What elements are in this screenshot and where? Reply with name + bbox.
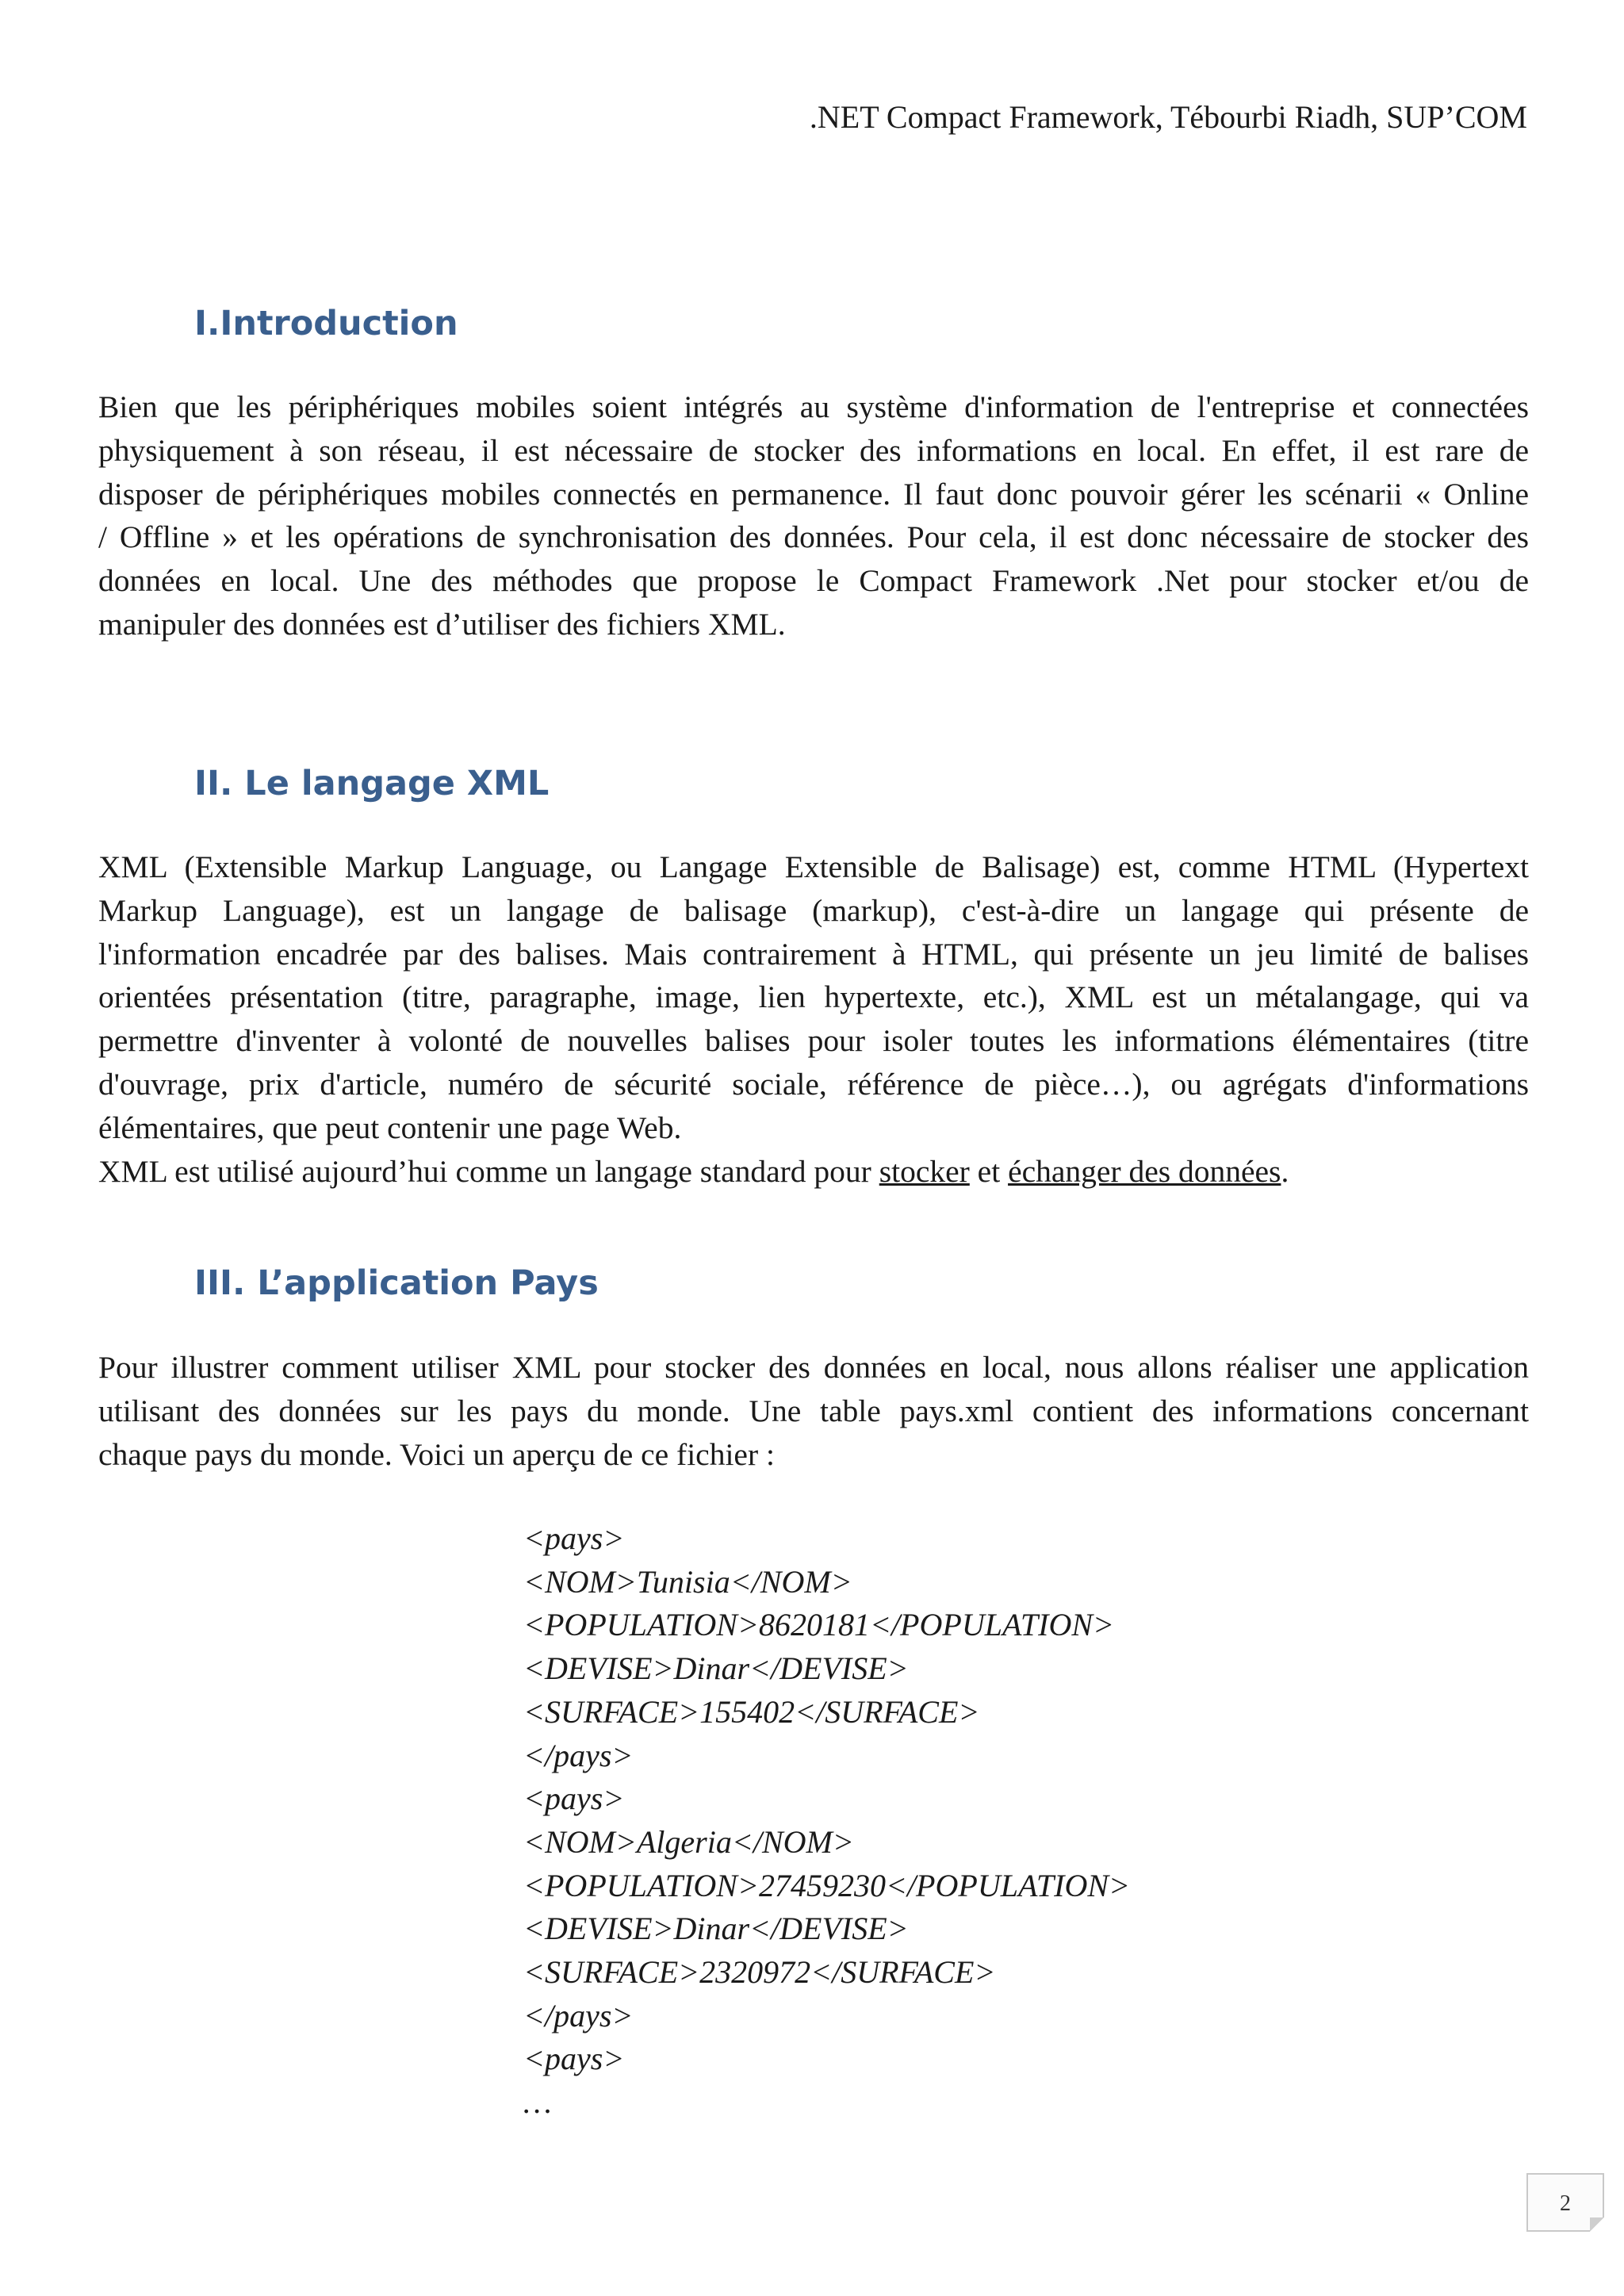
code-line: <SURFACE>155402</SURFACE> (523, 1693, 980, 1730)
code-line: <DEVISE>Dinar</DEVISE> (523, 1650, 909, 1687)
code-line: <NOM>Tunisia</NOM> (523, 1563, 852, 1600)
text-line: orientées présentation (titre, paragraphe, image, lien hypertexte, etc.), XML est un métalangage, qui va (98, 979, 1529, 1015)
xml-paragraph (98, 845, 1529, 1193)
xml-code-sample (523, 1517, 1130, 2125)
text-line: l'information encadrée par des balises. Mais contrairement à HTML, qui présente un jeu limité de balises (98, 936, 1529, 972)
code-line: <pays> (523, 1520, 625, 1556)
heading-introduction: I.Introduction (194, 304, 458, 343)
text-fragment: XML est utilisé aujourd’hui comme un langage standard pour (98, 1153, 879, 1189)
text-line: permettre d'inventer à volonté de nouvelles balises pour isoler toutes les informations élémentaires (titre (98, 1023, 1529, 1059)
text-line: physiquement à son réseau, il est nécessaire de stocker des informations en local. En effet, il est rare de (98, 432, 1529, 468)
page-number: 2 (1526, 2173, 1604, 2232)
text-line: d'ouvrage, prix d'article, numéro de sécurité sociale, référence de pièce…), ou agrégats d'informations (98, 1066, 1529, 1102)
text-line: manipuler des données est d’utiliser des fichiers XML. (98, 606, 786, 642)
heading-xml-language: II. Le langage XML (194, 764, 550, 803)
application-paragraph (98, 1346, 1529, 1476)
code-line: <SURFACE>2320972</SURFACE> (523, 1954, 996, 1991)
text-line: Bien que les périphériques mobiles soient intégrés au système d'information de l'entreprise et connectées (98, 389, 1529, 424)
code-line: … (523, 2084, 552, 2121)
text-line: élémentaires, que peut contenir une page Web. (98, 1110, 682, 1145)
code-line: <pays> (523, 2041, 625, 2077)
heading-application-pays: III. L’application Pays (194, 1263, 599, 1303)
code-line: <POPULATION>8620181</POPULATION> (523, 1607, 1115, 1643)
text-line (98, 1150, 1529, 1194)
text-line: utilisant des données sur les pays du monde. Une table pays.xml contient des informations concernant (98, 1393, 1529, 1428)
text-line: / Offline » et les opérations de synchronisation des données. Pour cela, il est donc nécessaire de stocker des (98, 519, 1529, 555)
code-line: </pays> (523, 1997, 634, 2033)
echanger-donnees-link[interactable]: échanger des données (1008, 1153, 1281, 1189)
introduction-paragraph (98, 385, 1529, 646)
text-line: données en local. Une des méthodes que propose le Compact Framework .Net pour stocker et/ou de (98, 563, 1529, 599)
running-header: .NET Compact Framework, Tébourbi Riadh, SUP’COM (809, 99, 1527, 135)
code-line: <POPULATION>27459230</POPULATION> (523, 1867, 1131, 1903)
text-fragment: . (1281, 1153, 1289, 1189)
code-line: <NOM>Algeria</NOM> (523, 1823, 854, 1860)
code-line: <DEVISE>Dinar</DEVISE> (523, 1911, 909, 1947)
code-line: </pays> (523, 1737, 634, 1773)
stocker-link[interactable]: stocker (879, 1153, 970, 1189)
text-line: disposer de périphériques mobiles connectés en permanence. Il faut donc pouvoir gérer les scénarii « Online (98, 476, 1529, 512)
text-fragment: et (969, 1153, 1009, 1189)
code-line: <pays> (523, 1780, 625, 1817)
text-line: chaque pays du monde. Voici un aperçu de ce fichier : (98, 1436, 775, 1472)
text-line: Pour illustrer comment utiliser XML pour stocker des données en local, nous allons réaliser une application (98, 1350, 1529, 1385)
text-line: XML (Extensible Markup Language, ou Langage Extensible de Balisage) est, comme HTML (Hypertext (98, 849, 1529, 884)
text-line: Markup Language), est un langage de balisage (markup), c'est-à-dire un langage qui présente de (98, 892, 1529, 928)
